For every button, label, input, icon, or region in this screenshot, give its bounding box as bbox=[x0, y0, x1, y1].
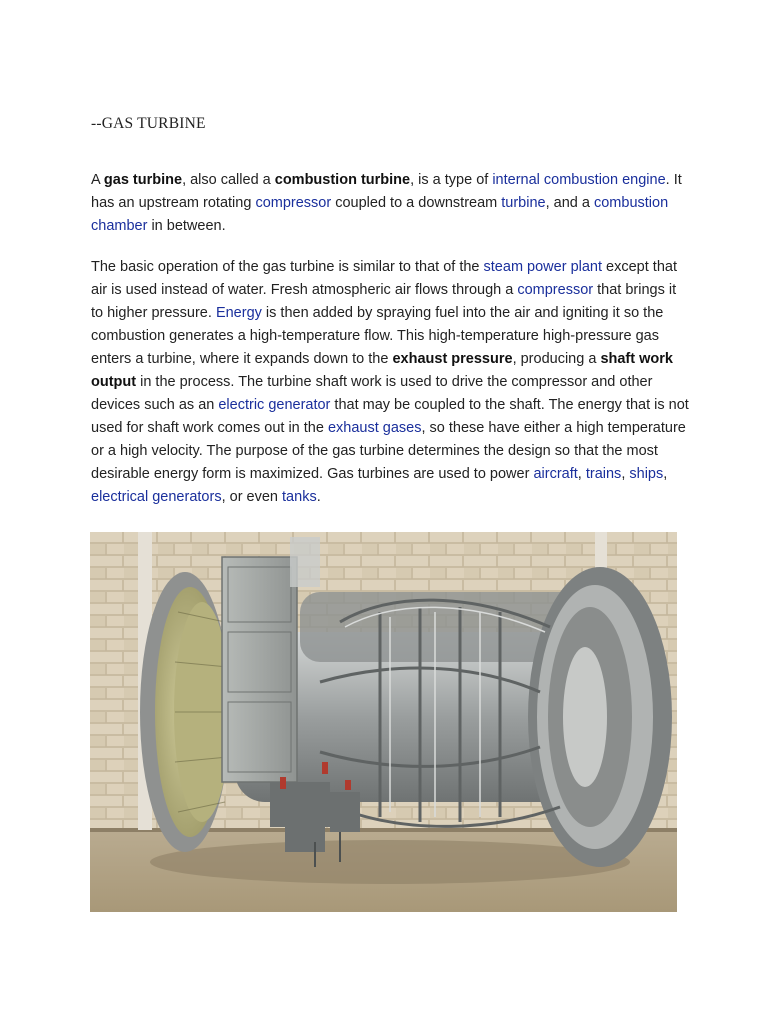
intro-paragraph bbox=[91, 169, 691, 238]
link-electrical-generators[interactable]: electrical generators bbox=[91, 488, 222, 505]
text-run: in the process. The turbine shaft work is used to drive the compressor and other devices such as an bbox=[91, 373, 653, 413]
link-steam-power-plant[interactable]: steam power plant bbox=[483, 258, 603, 275]
link-tanks[interactable]: tanks bbox=[282, 488, 317, 505]
bold-term-shaft-work-output: shaft work output bbox=[91, 350, 673, 390]
gas-turbine-photo bbox=[90, 532, 677, 912]
link-compressor[interactable]: compressor bbox=[255, 194, 332, 211]
text-run: , producing a bbox=[512, 350, 601, 367]
text-run: except that air is used instead of water. Fresh atmospheric air flows through a bbox=[91, 258, 677, 298]
text-run: , bbox=[577, 465, 586, 482]
text-run: is then added by spraying fuel into the air and igniting it so the combustion generates a high-temperature flow. This high-temperature high-pressure gas enters a turbine, where it expands down to the bbox=[91, 304, 664, 367]
link-energy[interactable]: Energy bbox=[215, 304, 262, 321]
text-run: , bbox=[621, 465, 630, 482]
link-combustion-chamber[interactable]: combustion chamber bbox=[91, 194, 669, 234]
link-aircraft[interactable]: aircraft bbox=[533, 465, 578, 482]
link-turbine[interactable]: turbine bbox=[501, 194, 546, 211]
text-run: , and a bbox=[545, 194, 594, 211]
text-run: The basic operation of the gas turbine is similar to that of the bbox=[91, 258, 484, 275]
text-run: that may be coupled to the shaft. The energy that is not used for shaft work comes out in the bbox=[91, 396, 689, 436]
text-run: A bbox=[91, 171, 104, 188]
operation-paragraph bbox=[91, 256, 691, 509]
bold-term-gas-turbine: gas turbine bbox=[103, 171, 183, 188]
page-title: --GAS TURBINE bbox=[91, 115, 206, 132]
text-run: in between. bbox=[147, 217, 226, 234]
link-exhaust-gases[interactable]: exhaust gases bbox=[327, 419, 422, 436]
text-run: coupled to a downstream bbox=[331, 194, 502, 211]
text-run: , also called a bbox=[182, 171, 275, 188]
link-ships[interactable]: ships bbox=[629, 465, 664, 482]
text-run: , or even bbox=[221, 488, 283, 505]
link-internal-combustion-engine[interactable]: internal combustion engine bbox=[492, 171, 666, 188]
bold-term-exhaust-pressure: exhaust pressure bbox=[392, 350, 513, 367]
text-run: , is a type of bbox=[410, 171, 493, 188]
text-run: , so these have either a high temperature or a high velocity. The purpose of the gas turbine determines the design so that the most desirable energy form is maximized. Gas turbines are used to power bbox=[91, 419, 686, 482]
link-trains[interactable]: trains bbox=[585, 465, 622, 482]
link-compressor[interactable]: compressor bbox=[517, 281, 594, 298]
text-run: that brings it to higher pressure. bbox=[91, 281, 677, 321]
text-run: , bbox=[663, 465, 668, 482]
bold-term-combustion-turbine: combustion turbine bbox=[274, 171, 411, 188]
text-run: . bbox=[316, 488, 321, 505]
link-electric-generator[interactable]: electric generator bbox=[218, 396, 331, 413]
text-run: . It has an upstream rotating bbox=[91, 171, 682, 211]
